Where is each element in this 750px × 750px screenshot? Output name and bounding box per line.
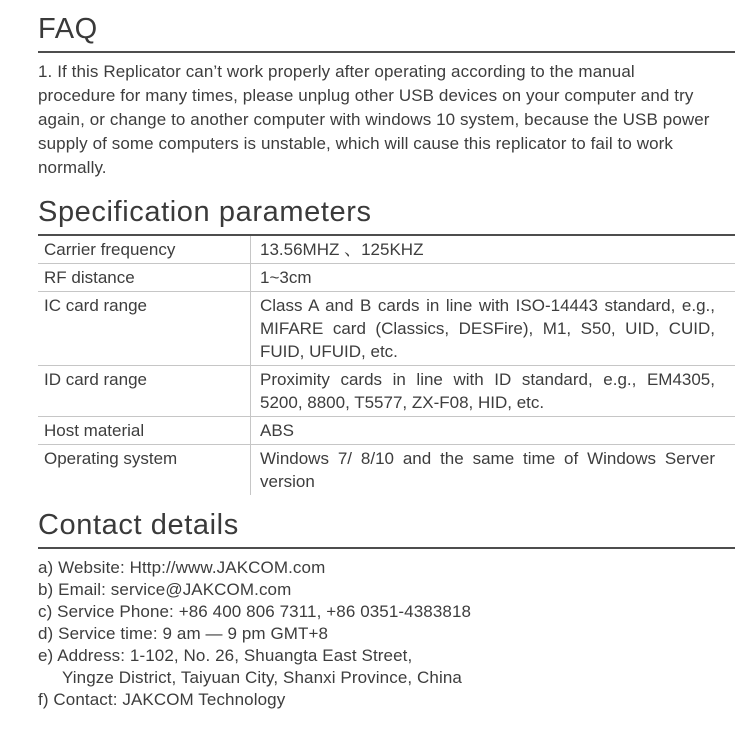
spec-value: Class A and B cards in line with ISO-14443 standard, e.g., MIFARE card (Classics, DESFire), M1, S50, UID, CUID, FUID, UFUID, etc. [250, 292, 735, 365]
faq-paragraph-line: normally. [38, 158, 107, 177]
spec-row-operating-system [38, 444, 735, 495]
spec-value: ABS [250, 417, 735, 444]
faq-paragraph-line: supply of some computers is unstable, which will cause this replicator to fail to work [38, 134, 674, 153]
spec-label: Carrier frequency [44, 240, 176, 259]
contact-list [38, 557, 735, 711]
contact-item-website: a) Website: Http://www.JAKCOM.com [38, 558, 326, 577]
spec-label: Operating system [44, 449, 178, 468]
spec-value: 13.56MHZ 、125KHZ [250, 236, 735, 263]
spec-row-ic-card-range [38, 291, 735, 365]
spec-label: RF distance [44, 268, 135, 287]
spec-value: Windows 7/ 8/10 and the same time of Windows Server version [250, 445, 735, 495]
faq-paragraph-line: again, or change to another computer with windows 10 system, because the USB power [38, 110, 710, 129]
contact-item-company: f) Contact: JAKCOM Technology [38, 690, 286, 709]
spec-label: IC card range [44, 296, 147, 315]
spec-value: 1~3cm [250, 264, 735, 291]
contact-item-email: b) Email: service@JAKCOM.com [38, 580, 292, 599]
faq-heading: FAQ [38, 10, 735, 53]
contact-item-service-time: d) Service time: 9 am — 9 pm GMT+8 [38, 624, 329, 643]
contact-item-address-line2: Yingze District, Taiyuan City, Shanxi Province, China [62, 668, 462, 687]
spec-table [38, 236, 735, 495]
faq-paragraph-line: 1. If this Replicator can’t work properly after operating according to the manual [38, 62, 635, 81]
spec-row-id-card-range [38, 365, 735, 416]
spec-row-host-material [38, 416, 735, 444]
contact-section [38, 506, 735, 711]
spec-row-carrier-frequency [38, 236, 735, 263]
contact-item-address: e) Address: 1-102, No. 26, Shuangta East Street, [38, 646, 413, 665]
spec-row-rf-distance [38, 263, 735, 291]
spec-label: Host material [44, 421, 145, 440]
faq-section [38, 10, 735, 180]
faq-paragraph [38, 60, 735, 180]
faq-paragraph-line: procedure for many times, please unplug other USB devices on your computer and try [38, 86, 694, 105]
spec-section [38, 193, 735, 495]
spec-value: Proximity cards in line with ID standard, e.g., EM4305, 5200, 8800, T5577, ZX-F08, HID, etc. [250, 366, 735, 416]
spec-label: ID card range [44, 370, 147, 389]
contact-heading: Contact details [38, 506, 735, 549]
contact-item-service-phone: c) Service Phone: +86 400 806 7311, +86 0351-4383818 [38, 602, 472, 621]
spec-heading: Specification parameters [38, 193, 735, 236]
